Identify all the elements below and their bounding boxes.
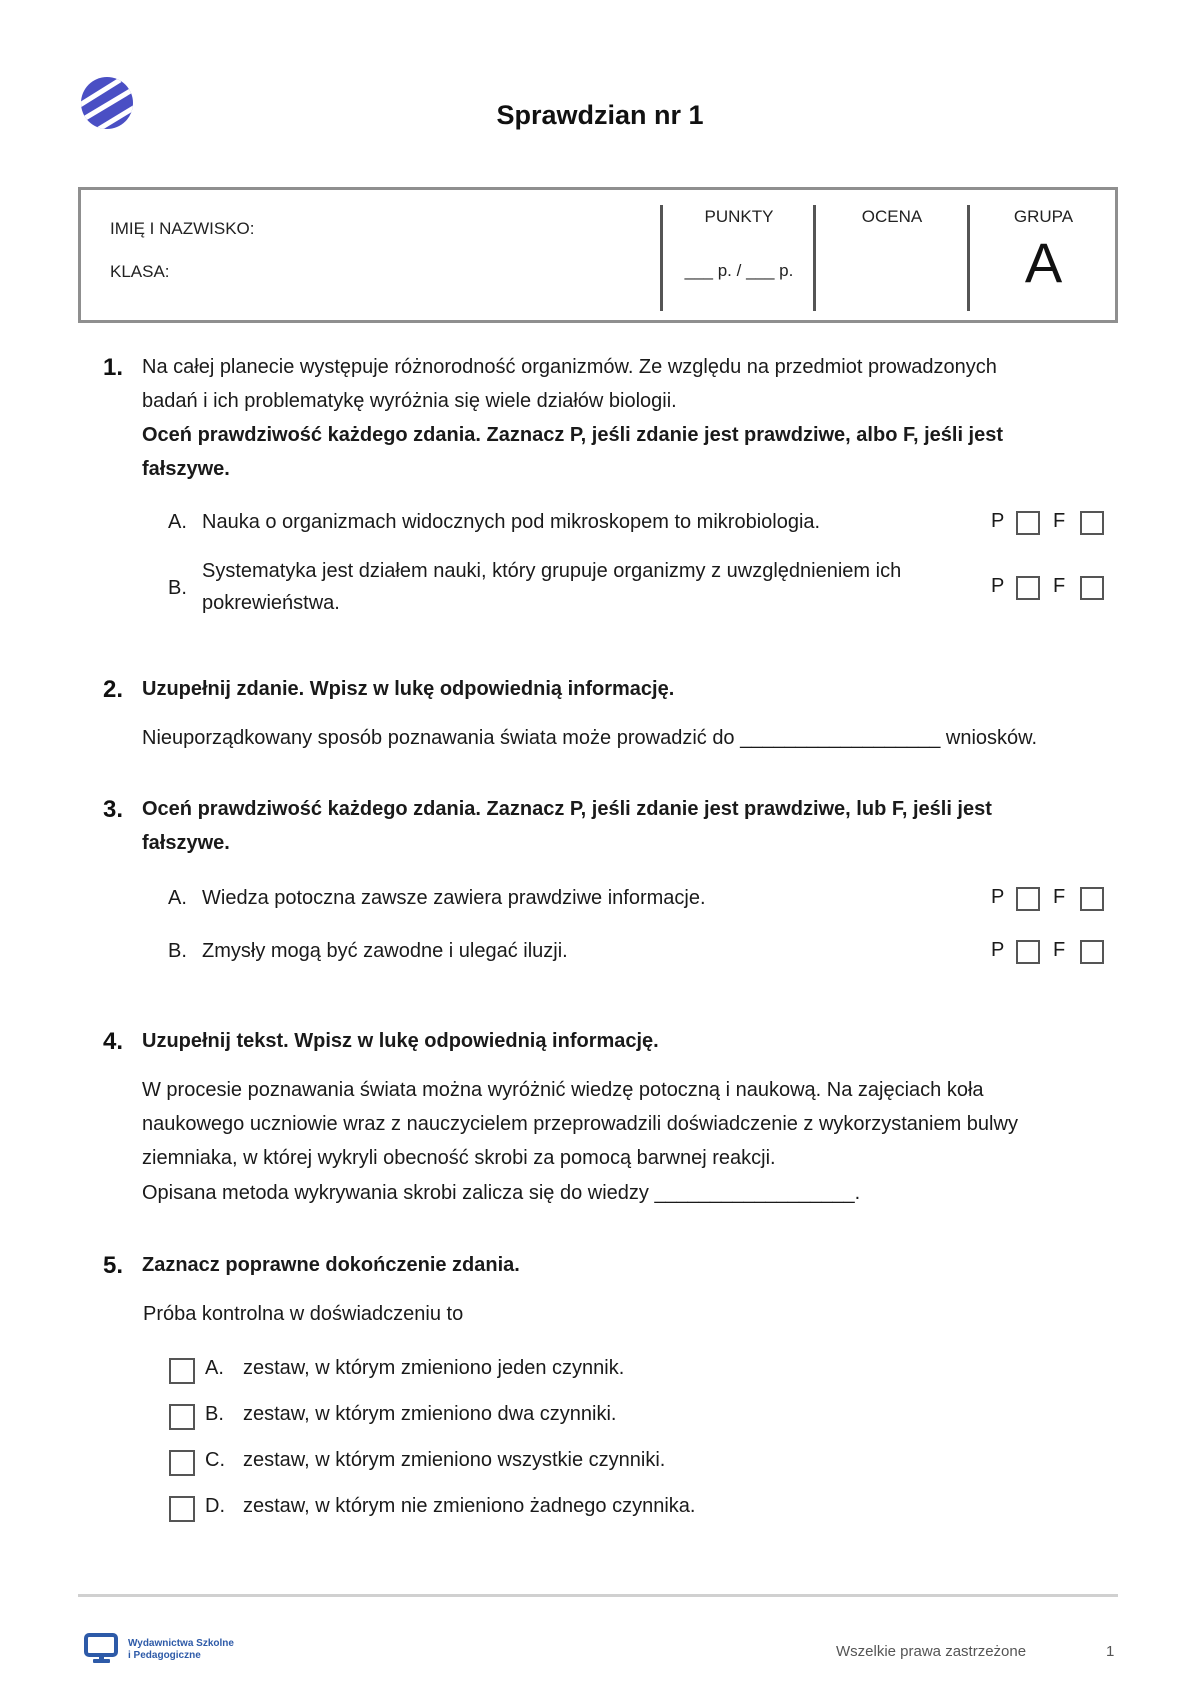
q1-intro-line1: Na całej planecie występuje różnorodność organizmów. Ze względu na przedmiot prowadzonych xyxy=(142,356,997,378)
option-letter: B. xyxy=(205,1403,224,1425)
false-label: F xyxy=(1053,575,1066,597)
group-value: A xyxy=(1024,231,1063,294)
q2-instruction: Uzupełnij zdanie. Wpisz w lukę odpowiednią informację. xyxy=(142,678,675,700)
footer-divider xyxy=(78,1594,1118,1597)
q1-instruction-line2: fałszywe. xyxy=(142,458,230,480)
true-checkbox[interactable] xyxy=(1016,887,1040,911)
true-checkbox[interactable] xyxy=(1016,511,1040,535)
grade-label: OCENA xyxy=(861,207,923,226)
q4-line3: ziemniaka, w której wykryli obecność skrobi za pomocą barwnej reakcji. xyxy=(142,1147,776,1169)
q5-stem: Próba kontrolna w doświadczeniu to xyxy=(143,1303,464,1325)
divider xyxy=(813,205,816,311)
true-label: P xyxy=(991,939,1005,961)
false-label: F xyxy=(1053,939,1066,961)
q1-item-b-line1: Systematyka jest działem nauki, który grupuje organizmy z uwzględnieniem ich xyxy=(202,560,902,582)
option-text: zestaw, w którym zmieniono wszystkie czynniki. xyxy=(243,1449,666,1471)
option-text: zestaw, w którym zmieniono dwa czynniki. xyxy=(243,1403,617,1425)
publisher-name-line2: i Pedagogiczne xyxy=(128,1650,201,1661)
q1-item-a-text: Nauka o organizmach widocznych pod mikroskopem to mikrobiologia. xyxy=(202,511,821,533)
points-value: ___ p. / ___ p. xyxy=(684,261,794,280)
false-label: F xyxy=(1053,510,1066,532)
q2-text[interactable]: Nieuporządkowany sposób poznawania świata może prowadzić do __________________ wniosków. xyxy=(142,727,1038,749)
q3-instruction-line1: Oceń prawdziwość każdego zdania. Zaznacz P, jeśli zdanie jest prawdziwe, lub F, jeśli jest xyxy=(142,798,992,820)
q5-instruction: Zaznacz poprawne dokończenie zdania. xyxy=(142,1254,520,1276)
question-number: 1. xyxy=(103,354,124,381)
item-letter: B. xyxy=(168,577,187,599)
monitor-icon xyxy=(84,1633,120,1665)
q4-line1: W procesie poznawania świata można wyróżnić wiedzę potoczną i naukową. Na zajęciach koła xyxy=(142,1079,984,1101)
q4-line4[interactable]: Opisana metoda wykrywania skrobi zalicza się do wiedzy __________________. xyxy=(142,1182,861,1204)
false-checkbox[interactable] xyxy=(1080,576,1104,600)
group-label: GRUPA xyxy=(1013,207,1074,226)
q1-intro-line2: badań i ich problematykę wyróżnia się wiele działów biologii. xyxy=(142,390,677,412)
q1-item-b-line2: pokrewieństwa. xyxy=(202,592,340,614)
points-label: PUNKTY xyxy=(704,207,774,226)
option-letter: D. xyxy=(205,1495,225,1517)
option-text: zestaw, w którym nie zmieniono żadnego czynnika. xyxy=(243,1495,696,1517)
option-checkbox[interactable] xyxy=(169,1496,195,1522)
q3-item-a-text: Wiedza potoczna zawsze zawiera prawdziwe informacje. xyxy=(202,887,706,909)
option-text: zestaw, w którym zmieniono jeden czynnik. xyxy=(243,1357,625,1379)
option-checkbox[interactable] xyxy=(169,1358,195,1384)
false-checkbox[interactable] xyxy=(1080,511,1104,535)
q4-line2: naukowego uczniowie wraz z nauczycielem przeprowadzili doświadczenie z wykorzystaniem bulwy xyxy=(142,1113,1018,1135)
name-label: IMIĘ I NAZWISKO: xyxy=(110,219,255,238)
item-letter: A. xyxy=(168,511,187,533)
class-label: KLASA: xyxy=(110,262,170,281)
false-label: F xyxy=(1053,886,1066,908)
question-number: 5. xyxy=(103,1252,124,1279)
rights-notice: Wszelkie prawa zastrzeżone xyxy=(836,1643,1027,1660)
question-number: 4. xyxy=(103,1028,124,1055)
q1-instruction-line1: Oceń prawdziwość każdego zdania. Zaznacz P, jeśli zdanie jest prawdziwe, albo F, jeśli jest xyxy=(142,424,1004,446)
page-number: 1 xyxy=(1106,1643,1115,1660)
divider xyxy=(967,205,970,311)
option-letter: C. xyxy=(205,1449,225,1471)
divider xyxy=(660,205,663,311)
option-checkbox[interactable] xyxy=(169,1404,195,1430)
option-letter: A. xyxy=(205,1357,224,1379)
question-number: 3. xyxy=(103,796,124,823)
page-title: Sprawdzian nr 1 xyxy=(496,100,704,130)
false-checkbox[interactable] xyxy=(1080,887,1104,911)
false-checkbox[interactable] xyxy=(1080,940,1104,964)
q3-instruction-line2: fałszywe. xyxy=(142,832,230,854)
item-letter: A. xyxy=(168,887,187,909)
question-number: 2. xyxy=(103,676,124,703)
publisher-name-line1: Wydawnictwa Szkolne xyxy=(128,1638,234,1649)
true-checkbox[interactable] xyxy=(1016,576,1040,600)
true-label: P xyxy=(991,886,1005,908)
option-checkbox[interactable] xyxy=(169,1450,195,1476)
q3-item-b-text: Zmysły mogą być zawodne i ulegać iluzji. xyxy=(202,940,568,962)
item-letter: B. xyxy=(168,940,187,962)
q4-instruction: Uzupełnij tekst. Wpisz w lukę odpowiednią informację. xyxy=(142,1030,659,1052)
true-label: P xyxy=(991,510,1005,532)
true-label: P xyxy=(991,575,1005,597)
true-checkbox[interactable] xyxy=(1016,940,1040,964)
